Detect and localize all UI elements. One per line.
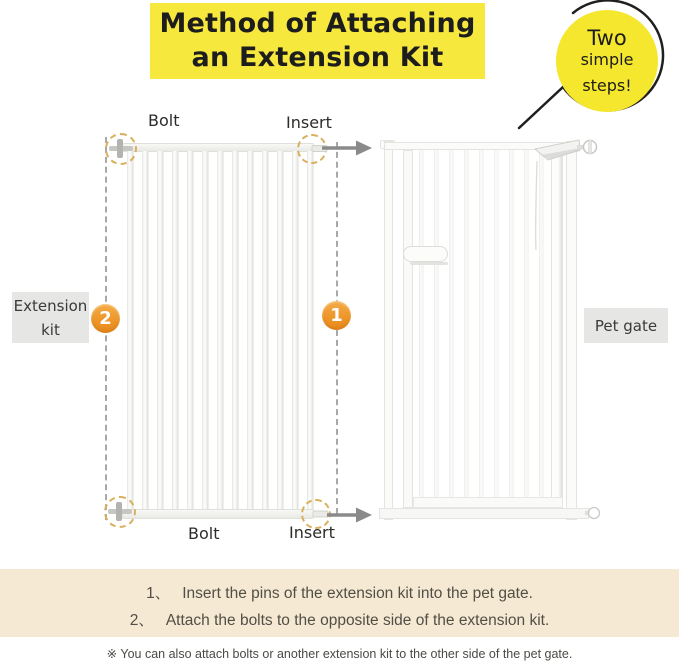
- arrow-right-icon-bottom: [327, 508, 372, 523]
- dashed-highlight-circle-bolt-bottom: [104, 496, 136, 528]
- pet-gate-bars: [419, 150, 545, 508]
- footnote: ※ You can also attach bolts or another extension kit to the other side of the pet gate.: [106, 647, 573, 661]
- pet-gate-label-box: [584, 308, 668, 343]
- pet-gate-bottom-rail: [379, 508, 589, 519]
- badge-line-3: steps!: [582, 76, 632, 95]
- extension-kit-bars: [127, 151, 315, 510]
- extension-kit-label-line1: Extension: [13, 296, 88, 315]
- badge-line-1: Two: [587, 26, 627, 50]
- pet-gate-latch-stile: [551, 150, 563, 508]
- instruction-step-2-number: 2、: [129, 612, 154, 629]
- step-2-number: 2: [99, 308, 112, 329]
- title-line-1: Method of Attaching: [159, 8, 476, 39]
- instruction-step-1: [0, 581, 679, 603]
- extension-kit-label-box: [12, 292, 89, 343]
- instruction-step-2-text: Attach the bolts to the opposite side of the extension kit.: [165, 612, 550, 629]
- dashed-highlight-circle-insert-top: [297, 134, 327, 164]
- label-bolt-top: Bolt: [148, 111, 180, 130]
- label-insert-top: Insert: [286, 113, 332, 132]
- pet-gate-top-rail: [384, 142, 580, 150]
- instruction-step-1-text: Insert the pins of the extension kit into the pet gate.: [182, 585, 533, 602]
- pet-gate-label: Pet gate: [594, 316, 658, 335]
- pet-gate-left-post: [384, 141, 393, 520]
- pet-gate-latch-icon: [403, 246, 448, 262]
- pet-gate-hinge-stile: [403, 150, 413, 508]
- pet-gate-right-post: [566, 141, 577, 520]
- extension-kit-label-line2: kit: [41, 320, 60, 339]
- title-line-2: an Extension Kit: [191, 42, 444, 73]
- title-banner: [150, 3, 485, 79]
- badge-line-2: simple: [580, 50, 634, 69]
- step-2-badge: [91, 304, 120, 333]
- two-steps-badge: [556, 10, 658, 112]
- pet-gate-latch-shadow: [410, 262, 448, 265]
- pet-gate-door-bottom-rail: [413, 497, 563, 508]
- instruction-step-1-number: 1、: [146, 585, 171, 602]
- dashed-highlight-circle-bolt-top: [105, 133, 137, 165]
- arrow-right-icon-top: [322, 141, 372, 156]
- extension-kit-bottom-rail: [122, 509, 314, 519]
- instruction-step-2: [0, 608, 679, 630]
- label-bolt-bottom: Bolt: [188, 524, 220, 543]
- badge-ring-tail: [519, 87, 563, 128]
- step-1-number: 1: [330, 305, 343, 326]
- label-insert-bottom: Insert: [289, 523, 335, 542]
- step-1-badge: [322, 301, 351, 330]
